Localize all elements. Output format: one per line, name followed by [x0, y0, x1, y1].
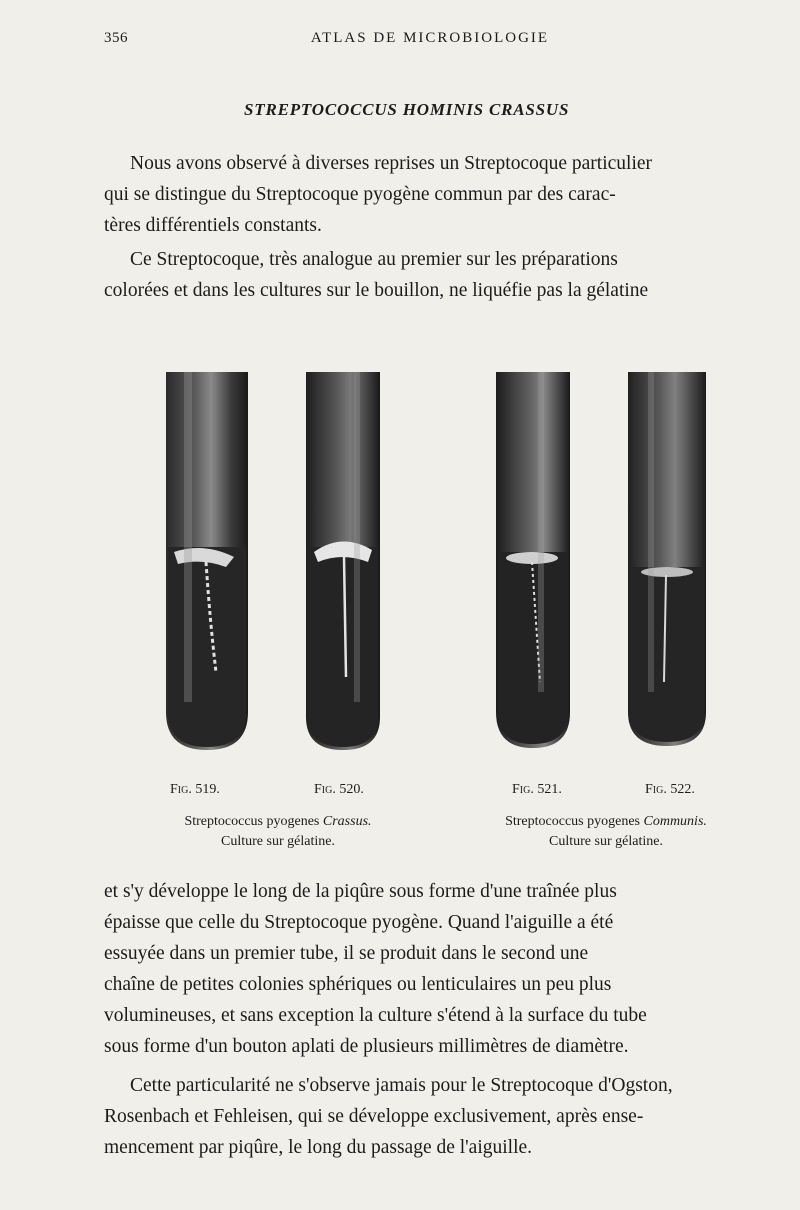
test-tube-fig-520	[304, 372, 382, 752]
text-line: colorées et dans les cultures sur le bouillon, ne liquéfie pas la gélatine	[104, 280, 649, 301]
caption-culture: Culture sur gélatine.	[221, 834, 335, 849]
paragraph-3	[104, 876, 756, 1062]
figure-caption-communis	[456, 812, 756, 852]
text-line: volumineuses, et sans exception la culture s'étend à la surface du tube	[104, 1005, 647, 1026]
caption-species: Crassus.	[322, 814, 372, 829]
paragraph-4	[104, 1070, 756, 1163]
text-line: essuyée dans un premier tube, il se produit dans le second une	[104, 943, 589, 964]
figure-caption-crassus	[128, 812, 428, 852]
text-line: mencement par piqûre, le long du passage de l'aiguille.	[104, 1137, 533, 1158]
text-line: qui se distingue du Streptocoque pyogène commun par des carac-	[104, 184, 616, 205]
section-title: STREPTOCOCCUS HOMINIS CRASSUS	[244, 100, 570, 119]
text-line: Nous avons observé à diverses reprises un Streptocoque particulier	[130, 153, 653, 174]
paragraph-1	[104, 148, 756, 241]
text-line: Rosenbach et Fehleisen, qui se développe exclusivement, après ense-	[104, 1106, 644, 1127]
text-line: épaisse que celle du Streptocoque pyogène. Quand l'aiguille a été	[104, 912, 614, 933]
caption-text: Streptococcus pyogenes	[184, 814, 323, 829]
text-line: et s'y développe le long de la piqûre sous forme d'une traînée plus	[104, 881, 617, 902]
paragraph-2	[104, 244, 756, 306]
test-tube-fig-522	[626, 372, 708, 748]
figure-plate	[0, 360, 800, 760]
text-line: chaîne de petites colonies sphériques ou lenticulaires un peu plus	[104, 974, 612, 995]
caption-culture: Culture sur gélatine.	[549, 834, 663, 849]
figure-label-521: Fig. 521.	[512, 782, 562, 797]
caption-species: Communis.	[643, 814, 707, 829]
text-line: Ce Streptocoque, très analogue au premier sur les préparations	[130, 249, 618, 270]
figure-label-522: Fig. 522.	[645, 782, 695, 797]
figure-label-519: Fig. 519.	[170, 782, 220, 797]
page-number: 356	[104, 30, 128, 46]
text-line: sous forme d'un bouton aplati de plusieurs millimètres de diamètre.	[104, 1036, 629, 1057]
text-line: tères différentiels constants.	[104, 215, 322, 236]
test-tube-fig-519	[164, 372, 250, 752]
text-line: Cette particularité ne s'observe jamais pour le Streptocoque d'Ogston,	[130, 1075, 673, 1096]
test-tube-fig-521	[494, 372, 572, 750]
running-title: ATLAS DE MICROBIOLOGIE	[310, 30, 550, 46]
figure-label-520: Fig. 520.	[314, 782, 364, 797]
caption-text: Streptococcus pyogenes	[505, 814, 644, 829]
